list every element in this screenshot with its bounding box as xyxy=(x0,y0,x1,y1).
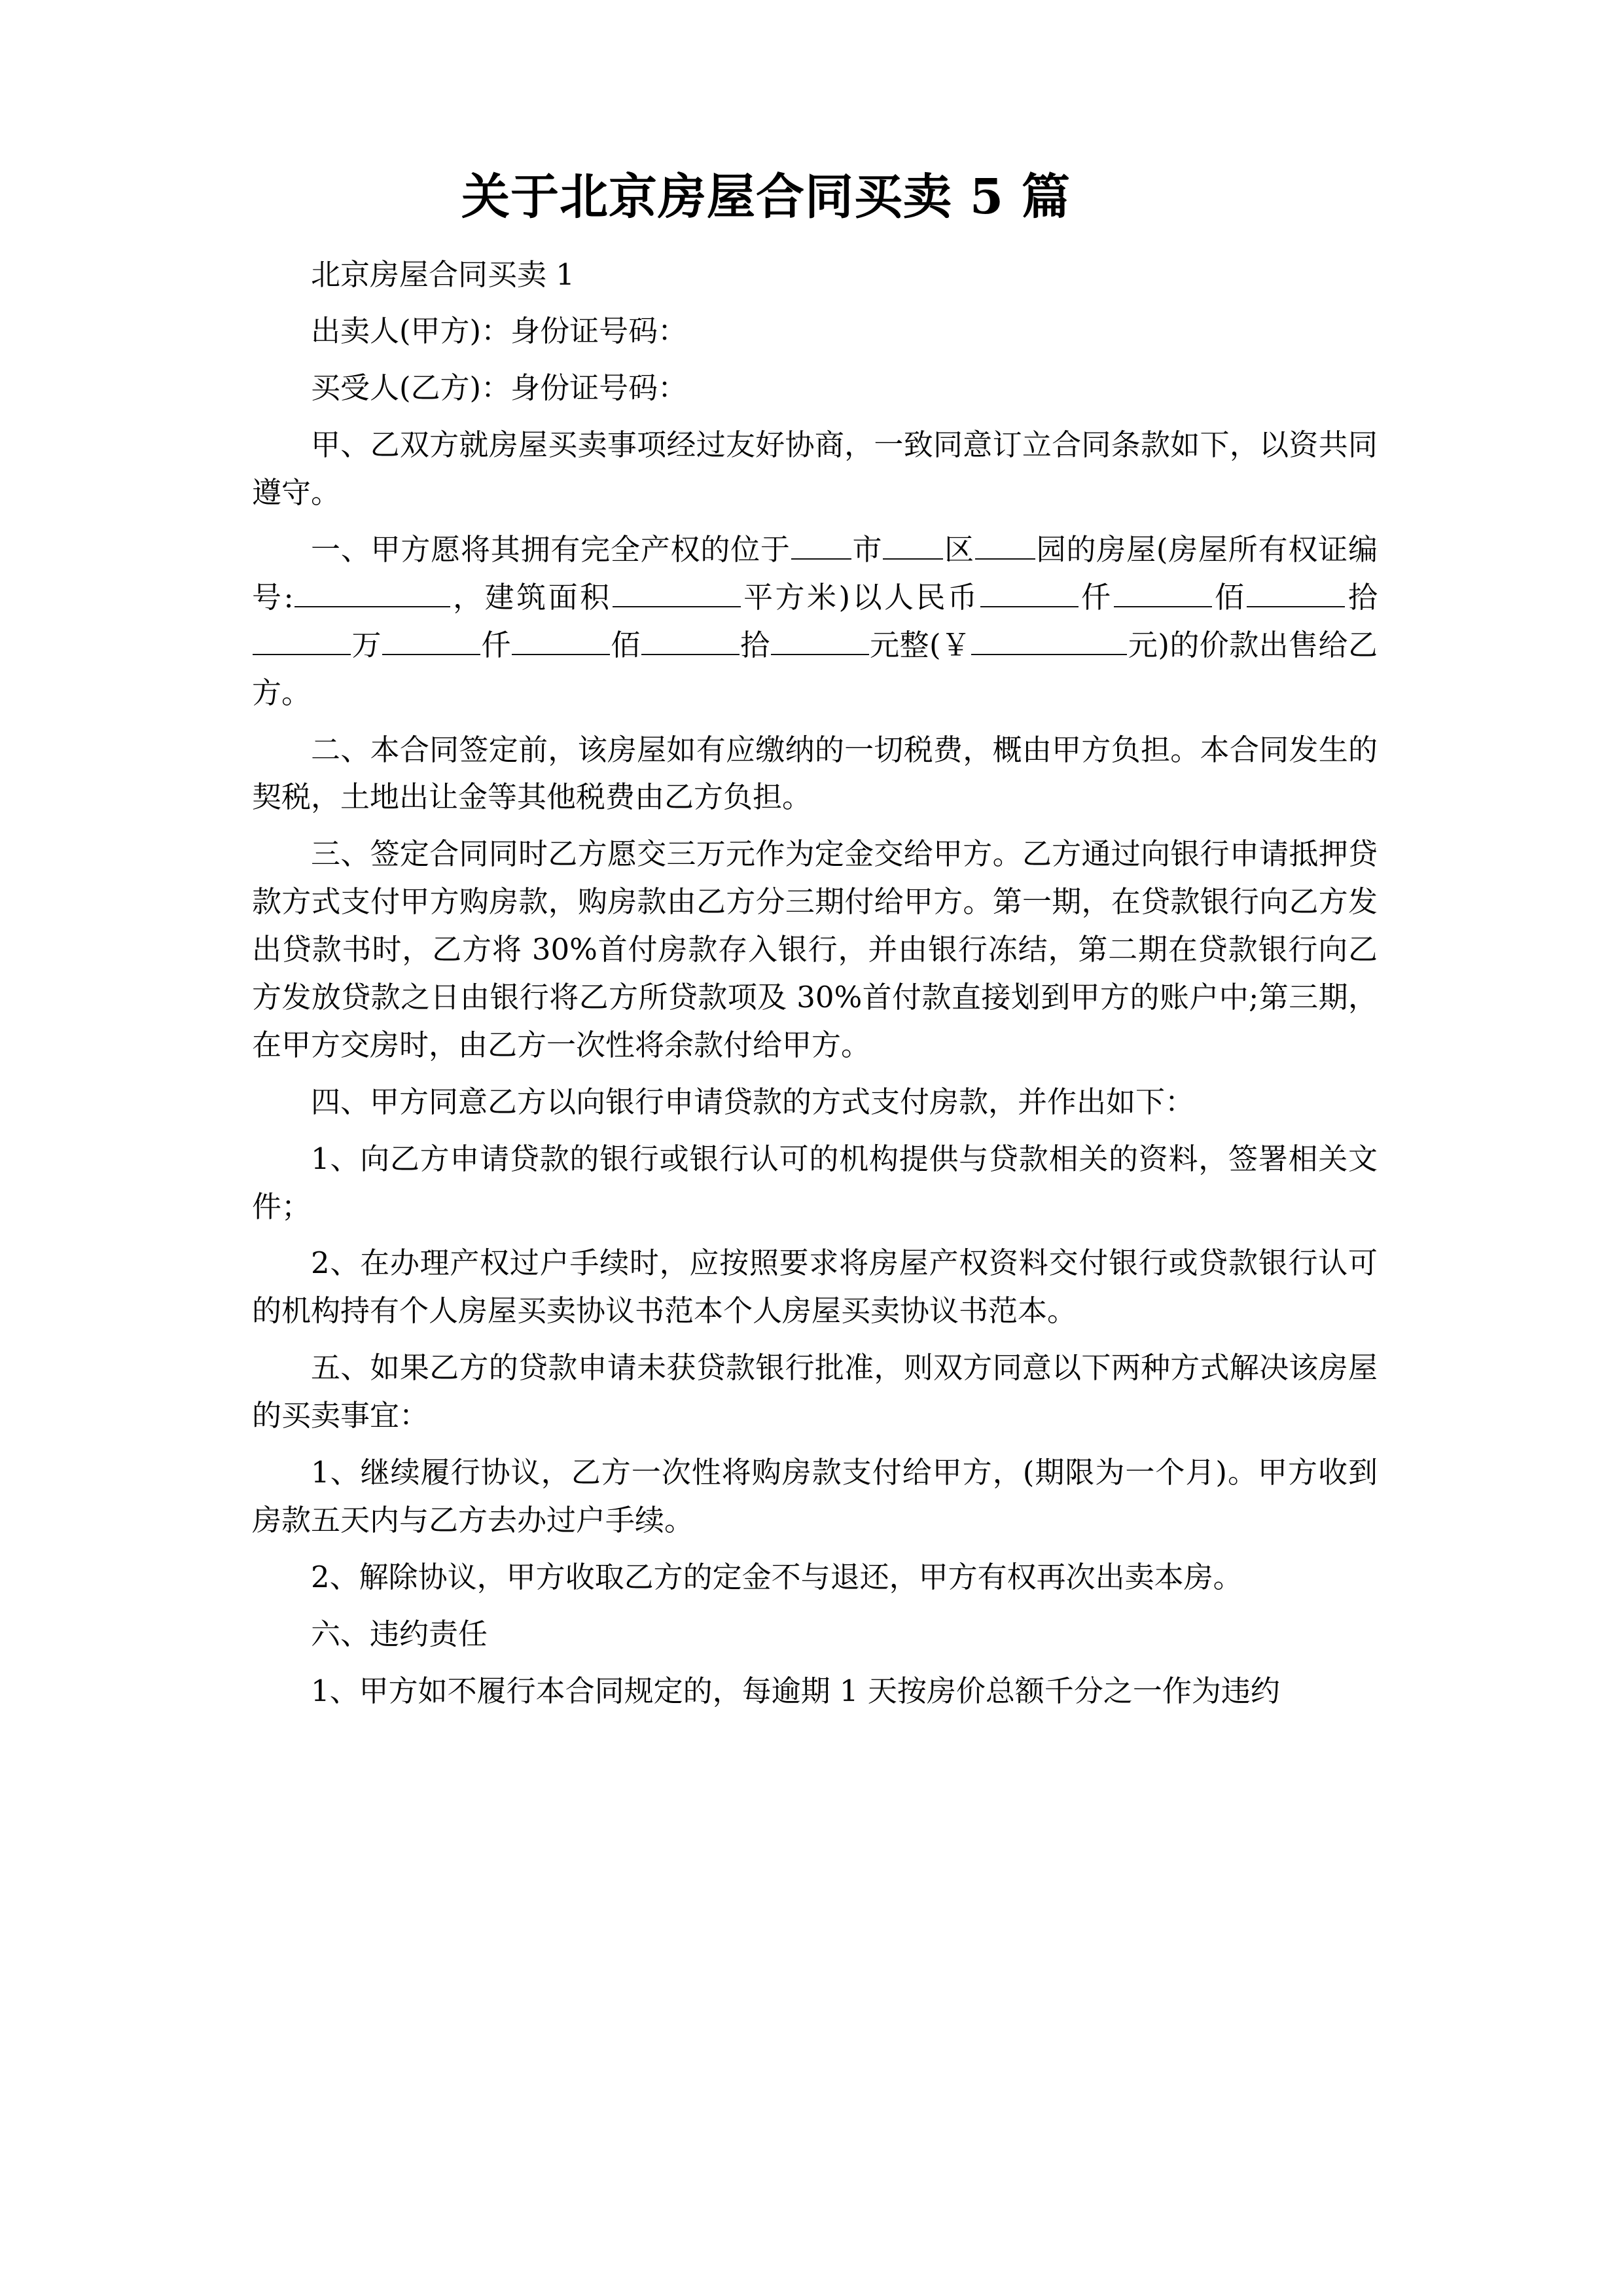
clause-5-paragraph: 五、如果乙方的贷款申请未获贷款银行批准，则双方同意以下两种方式解决该房屋的买卖事宜： xyxy=(252,1350,1378,1433)
blank-amount-shi-1 xyxy=(1247,575,1345,607)
unit-bai-2: 佰 xyxy=(610,627,641,662)
clause-1-yuanzheng: 元整(￥ xyxy=(869,627,971,662)
blank-garden xyxy=(975,528,1035,560)
unit-qian-1: 仟 xyxy=(1079,579,1113,615)
document-body xyxy=(252,167,1378,1724)
blank-amount-qian-1 xyxy=(980,575,1079,607)
blank-amount-yuan xyxy=(771,622,869,655)
blank-amount-numeric xyxy=(971,622,1127,655)
buyer-line: 买受人(乙方)：身份证号码： xyxy=(311,370,688,406)
blank-amount-bai-1 xyxy=(1114,575,1212,607)
blank-cert-number xyxy=(294,575,450,607)
clause-1-paragraph xyxy=(252,526,1378,717)
unit-wan: 万 xyxy=(351,627,382,662)
clause-1-lead: 一、甲方愿将其拥有完全产权的位于 xyxy=(311,531,791,567)
clause-1-tail: 元)的价款出售给乙方。 xyxy=(252,627,1378,710)
clause-1-garden-unit: 园的房屋(房屋所有权证编号: xyxy=(252,531,1378,615)
blank-amount-shi-2 xyxy=(641,622,740,655)
preamble-paragraph: 甲、乙双方就房屋买卖事项经过友好协商，一致同意订立合同条款如下，以资共同遵守。 xyxy=(252,427,1378,511)
clause-1-area-unit: 平方米)以人民币 xyxy=(741,579,980,615)
blank-amount-wan xyxy=(253,622,351,655)
blank-city xyxy=(791,528,851,560)
clause-6-heading: 六、违约责任 xyxy=(311,1616,488,1651)
seller-line: 出卖人(甲方)：身份证号码： xyxy=(311,314,688,349)
clause-4-item-1: 1、向乙方申请贷款的银行或银行认可的机构提供与贷款相关的资料，签署相关文件； xyxy=(252,1141,1378,1224)
unit-shi-1: 拾 xyxy=(1346,579,1378,615)
clause-1-district-unit: 区 xyxy=(944,531,974,567)
blank-area xyxy=(613,575,741,607)
unit-bai-1: 佰 xyxy=(1212,579,1247,615)
blank-district xyxy=(883,528,943,560)
clause-2-paragraph: 二、本合同签定前，该房屋如有应缴纳的一切税费，概由甲方负担。本合同发生的契税，土地出让金等其他税费由乙方负担。 xyxy=(252,732,1378,815)
blank-amount-qian-2 xyxy=(382,622,480,655)
clause-5-item-1: 1、继续履行协议，乙方一次性将购房款支付给甲方，(期限为一个月)。甲方收到房款五天内与乙方去办过户手续。 xyxy=(252,1454,1378,1537)
clause-4-paragraph: 四、甲方同意乙方以向银行申请贷款的方式支付房款，并作出如下： xyxy=(311,1084,1195,1119)
clause-3-paragraph: 三、签定合同同时乙方愿交三万元作为定金交给甲方。乙方通过向银行申请抵押贷款方式支付甲方购房款，购房款由乙方分三期付给甲方。第一期，在贷款银行向乙方发出贷款书时，乙方将 30%首付房款存入银行，并由银行冻结，第二期在贷款银行向乙方发放贷款之日由银行将乙方所贷款项及 30%首付款直接划到甲方的账户中;第三期，在甲方交房时，由乙方一次性将余款付给甲方。 xyxy=(252,836,1378,1062)
clause-1-city-unit: 市 xyxy=(851,531,883,567)
document-subtitle: 北京房屋合同买卖 1 xyxy=(311,257,575,292)
unit-shi-2: 拾 xyxy=(740,627,770,662)
blank-amount-bai-2 xyxy=(512,622,610,655)
clause-6-item-1: 1、甲方如不履行本合同规定的，每逾期 1 天按房价总额千分之一作为违约 xyxy=(311,1673,1280,1708)
clause-5-item-2: 2、解除协议，甲方收取乙方的定金不与退还，甲方有权再次出卖本房。 xyxy=(311,1559,1243,1594)
page-title: 关于北京房屋合同买卖 5 篇 xyxy=(461,169,1071,225)
unit-qian-2: 仟 xyxy=(480,627,511,662)
clause-1-area-label: ，建筑面积 xyxy=(450,579,612,615)
clause-4-item-2: 2、在办理产权过户手续时，应按照要求将房屋产权资料交付银行或贷款银行认可的机构持有个人房屋买卖协议书范本个人房屋买卖协议书范本。 xyxy=(252,1246,1378,1329)
